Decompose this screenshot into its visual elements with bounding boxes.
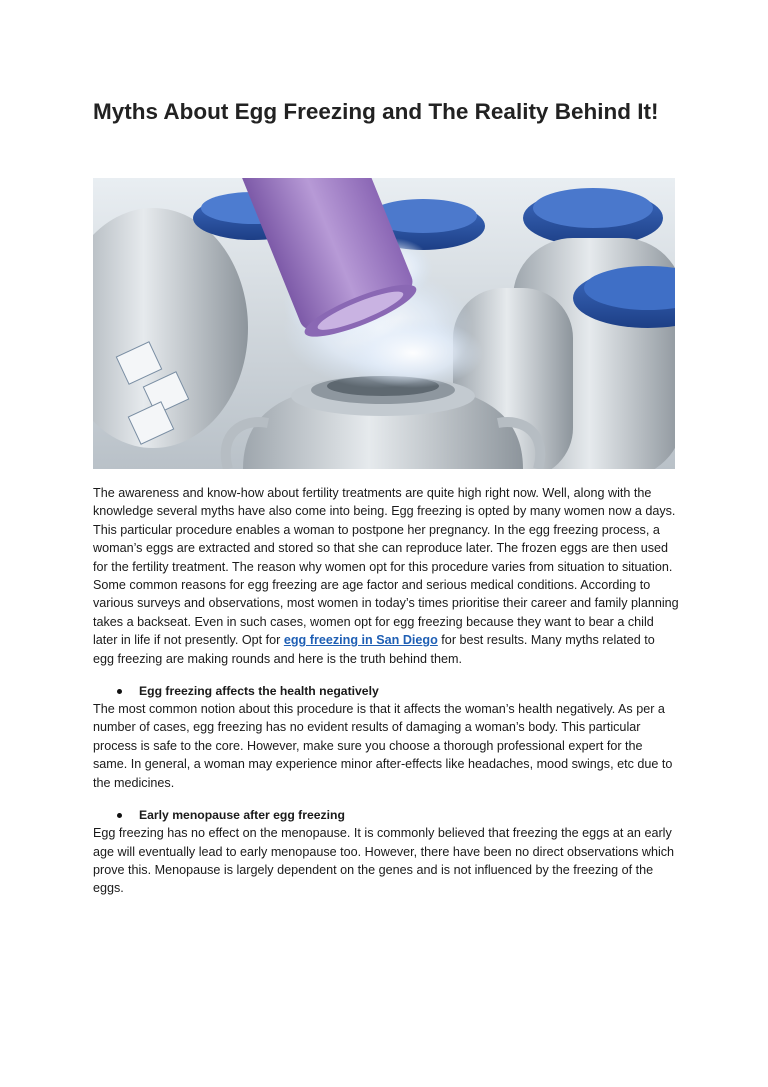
section-heading-menopause xyxy=(117,806,679,824)
egg-freezing-san-diego-link[interactable]: egg freezing in San Diego xyxy=(283,633,438,648)
hero-image xyxy=(93,178,675,469)
section-heading-text: Early menopause after egg freezing xyxy=(139,808,345,823)
cryo-tank-photo-icon xyxy=(93,178,675,469)
section-heading-health xyxy=(117,682,679,700)
intro-text-end: for best results. Many myths related to egg freezing are making rounds and here is the truth behind them. xyxy=(93,633,655,666)
bullet-icon xyxy=(117,813,122,818)
bullet-icon xyxy=(117,689,122,694)
article-body xyxy=(93,484,679,898)
intro-text: The awareness and know-how about fertility treatments are quite high right now. Well, along with the knowledge several myths have also come into being. Egg freezing is opted by many women now a days. This particular procedure enables a woman to postpone her pregnancy. In the egg freezing process, a woman’s eggs are extracted and stored so that she can reproduce later. The frozen eggs are then used for the fertility treatment. The reason why women opt for this procedure varies from situation to situation. Some common reasons for egg freezing are age factor and serious medical conditions. According to various surveys and observations, most women in today’s times prioritise their career and family planning takes a backseat. Even in such cases, women opt for egg freezing because they want to bear a child later in life if not presently. Opt for xyxy=(93,486,679,648)
intro-paragraph xyxy=(93,484,679,668)
page-title: Myths About Egg Freezing and The Reality Behind It! xyxy=(93,99,659,124)
section-body-health: The most common notion about this procedure is that it affects the woman’s health negatively. As per a number of cases, egg freezing has no evident results of damaging a woman’s body. This particular process is safe to the core. However, make sure you choose a thorough professional expert for the same. In general, a woman may experience minor after-effects like headaches, mood swings, etc due to the medicines. xyxy=(93,702,673,790)
section-heading-text: Egg freezing affects the health negatively xyxy=(139,684,379,699)
section-body-menopause: Egg freezing has no effect on the menopause. It is commonly believed that freezing the eggs at an early age will eventually lead to early menopause too. However, there have been no direct observations which prove this. Menopause is largely dependent on the genes and is not influenced by the freezing of the eggs. xyxy=(93,826,675,896)
